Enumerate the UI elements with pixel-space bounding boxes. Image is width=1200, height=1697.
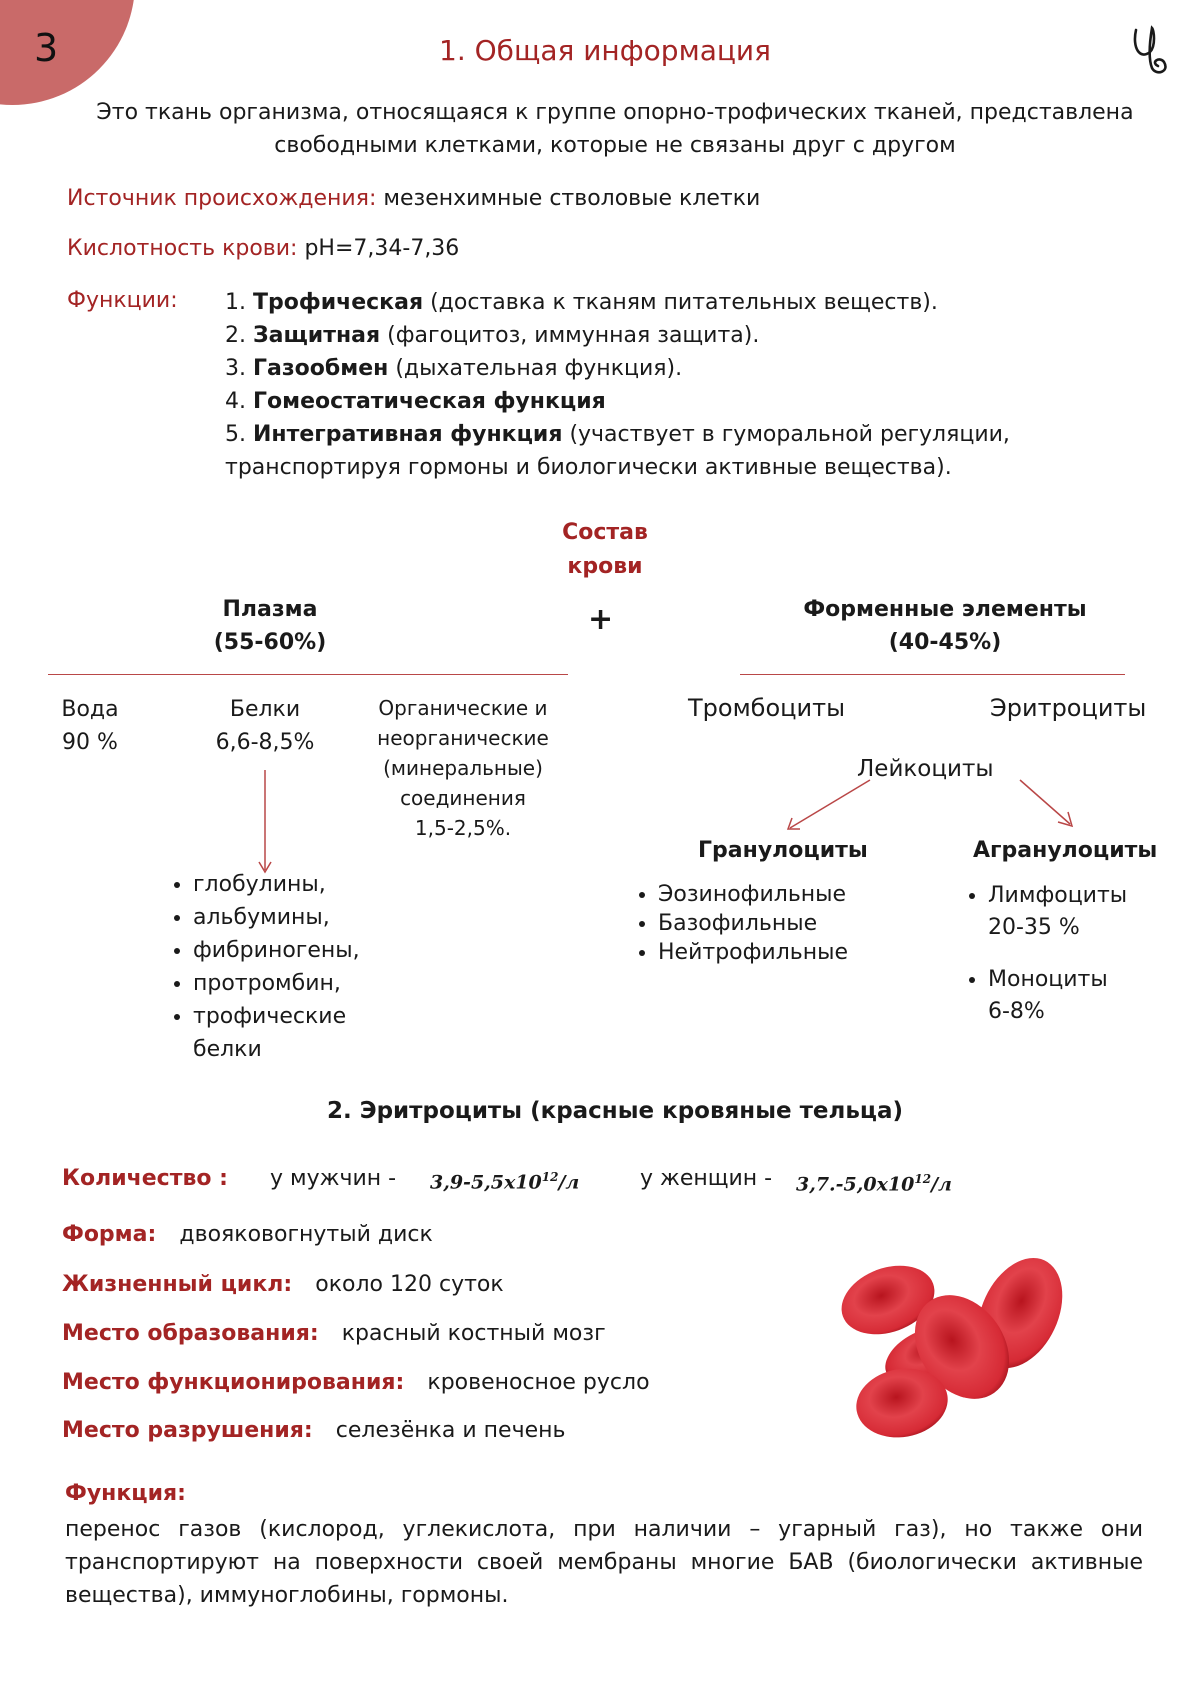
- list-item: • трофические белки: [193, 1000, 413, 1066]
- function-text: перенос газов (кислород, углекислота, при наличии – угарный газ), но также они транспортируют на поверхности своей мембраны многие БАВ (биологически активные вещества), иммуноглобины, гормоны.: [65, 1517, 1143, 1608]
- proteins-item: Белки 6,6-8,5%: [215, 697, 315, 755]
- function-item: 3. Газообмен (дыхательная функция).: [225, 356, 683, 381]
- list-item: • глобулины,: [193, 868, 413, 901]
- acidity-value: pH=7,34-7,36: [304, 236, 460, 261]
- list-item: • Базофильные: [658, 909, 918, 938]
- list-item: • Моноциты 6-8%: [988, 964, 1198, 1028]
- function-item: 1. Трофическая (доставка к тканям питательных веществ).: [225, 290, 938, 315]
- women-label: у женщин -: [640, 1166, 773, 1191]
- function-place-row: Место функционирования: кровеносное русло: [62, 1370, 650, 1395]
- section1-title: 1. Общая информация: [439, 34, 771, 67]
- arrow-icon: [780, 778, 1080, 834]
- compounds-item: Органические и неорганические (минеральные) соединения 1,5-2,5%.: [377, 696, 549, 840]
- erythrocytes-label: Эритроциты: [990, 694, 1147, 722]
- agranulocytes-list: [960, 880, 1198, 1028]
- leukocytes-label: Лейкоциты: [857, 756, 994, 782]
- functions-list: [225, 286, 1010, 484]
- composition-title: Состав крови: [562, 520, 648, 579]
- water-item: Вода 90 %: [61, 697, 119, 755]
- source-label: Источник происхождения:: [67, 186, 377, 211]
- section2-title: 2. Эритроциты (красные кровяные тельца): [326, 1098, 904, 1124]
- shape-row: Форма: двояковогнутый диск: [62, 1222, 433, 1247]
- list-item: • Эозинофильные: [658, 880, 918, 909]
- count-label: Количество :: [62, 1166, 228, 1191]
- red-blood-cells-illustration: [830, 1235, 1080, 1455]
- plus-sign: +: [588, 602, 614, 637]
- agranulocytes-title: Агранулоциты: [973, 838, 1158, 863]
- men-value: $3,9-5,5x10^{12}/л$: [430, 1170, 580, 1194]
- page-number: 3: [34, 26, 59, 70]
- function-item: 5. Интегративная функция (участвует в гуморальной регуляции,: [225, 422, 1010, 447]
- list-item: • протромбин,: [193, 967, 413, 1000]
- plasma-heading: Плазма (55-60%): [213, 597, 327, 655]
- list-item: • фибриногены,: [193, 934, 413, 967]
- divider-plasma: [48, 674, 568, 675]
- granulocytes-title: Гранулоциты: [698, 838, 868, 863]
- list-item: • альбумины,: [193, 901, 413, 934]
- men-label: у мужчин -: [270, 1166, 397, 1191]
- protein-list: [165, 868, 413, 1066]
- destroy-row: Место разрушения: селезёнка и печень: [62, 1418, 566, 1443]
- platelets-label: Тромбоциты: [688, 694, 846, 722]
- source-row: [67, 186, 760, 211]
- arrow-icon: [255, 770, 275, 876]
- granulocytes-list: [630, 880, 918, 967]
- divider-formed: [740, 674, 1125, 675]
- functions-label: Функции:: [67, 288, 178, 313]
- acidity-label: Кислотность крови:: [67, 236, 298, 261]
- function-item: 4. Гомеостатическая функция: [225, 389, 606, 414]
- origin-row: Место образования: красный костный мозг: [62, 1321, 606, 1346]
- life-row: Жизненный цикл: около 120 суток: [62, 1272, 504, 1297]
- list-item: • Нейтрофильные: [658, 938, 918, 967]
- list-item: • Лимфоциты 20-35 %: [988, 880, 1198, 944]
- intro-text: Это ткань организма, относящаяся к группе опорно-трофических тканей, представлена свободными клетками, которые не связаны друг с другом: [96, 100, 1134, 158]
- function-label: Функция:: [65, 1481, 186, 1506]
- formed-elements-heading: Форменные элементы (40-45%): [803, 597, 1087, 655]
- acidity-row: [67, 236, 459, 261]
- women-value: $3,7.-5,0x10^{12}/л$: [796, 1172, 952, 1196]
- function-item: 2. Защитная (фагоцитоз, иммунная защита).: [225, 323, 760, 348]
- source-value: мезенхимные стволовые клетки: [383, 186, 761, 211]
- function-item-continued: транспортируя гормоны и биологически активные вещества).: [225, 455, 952, 480]
